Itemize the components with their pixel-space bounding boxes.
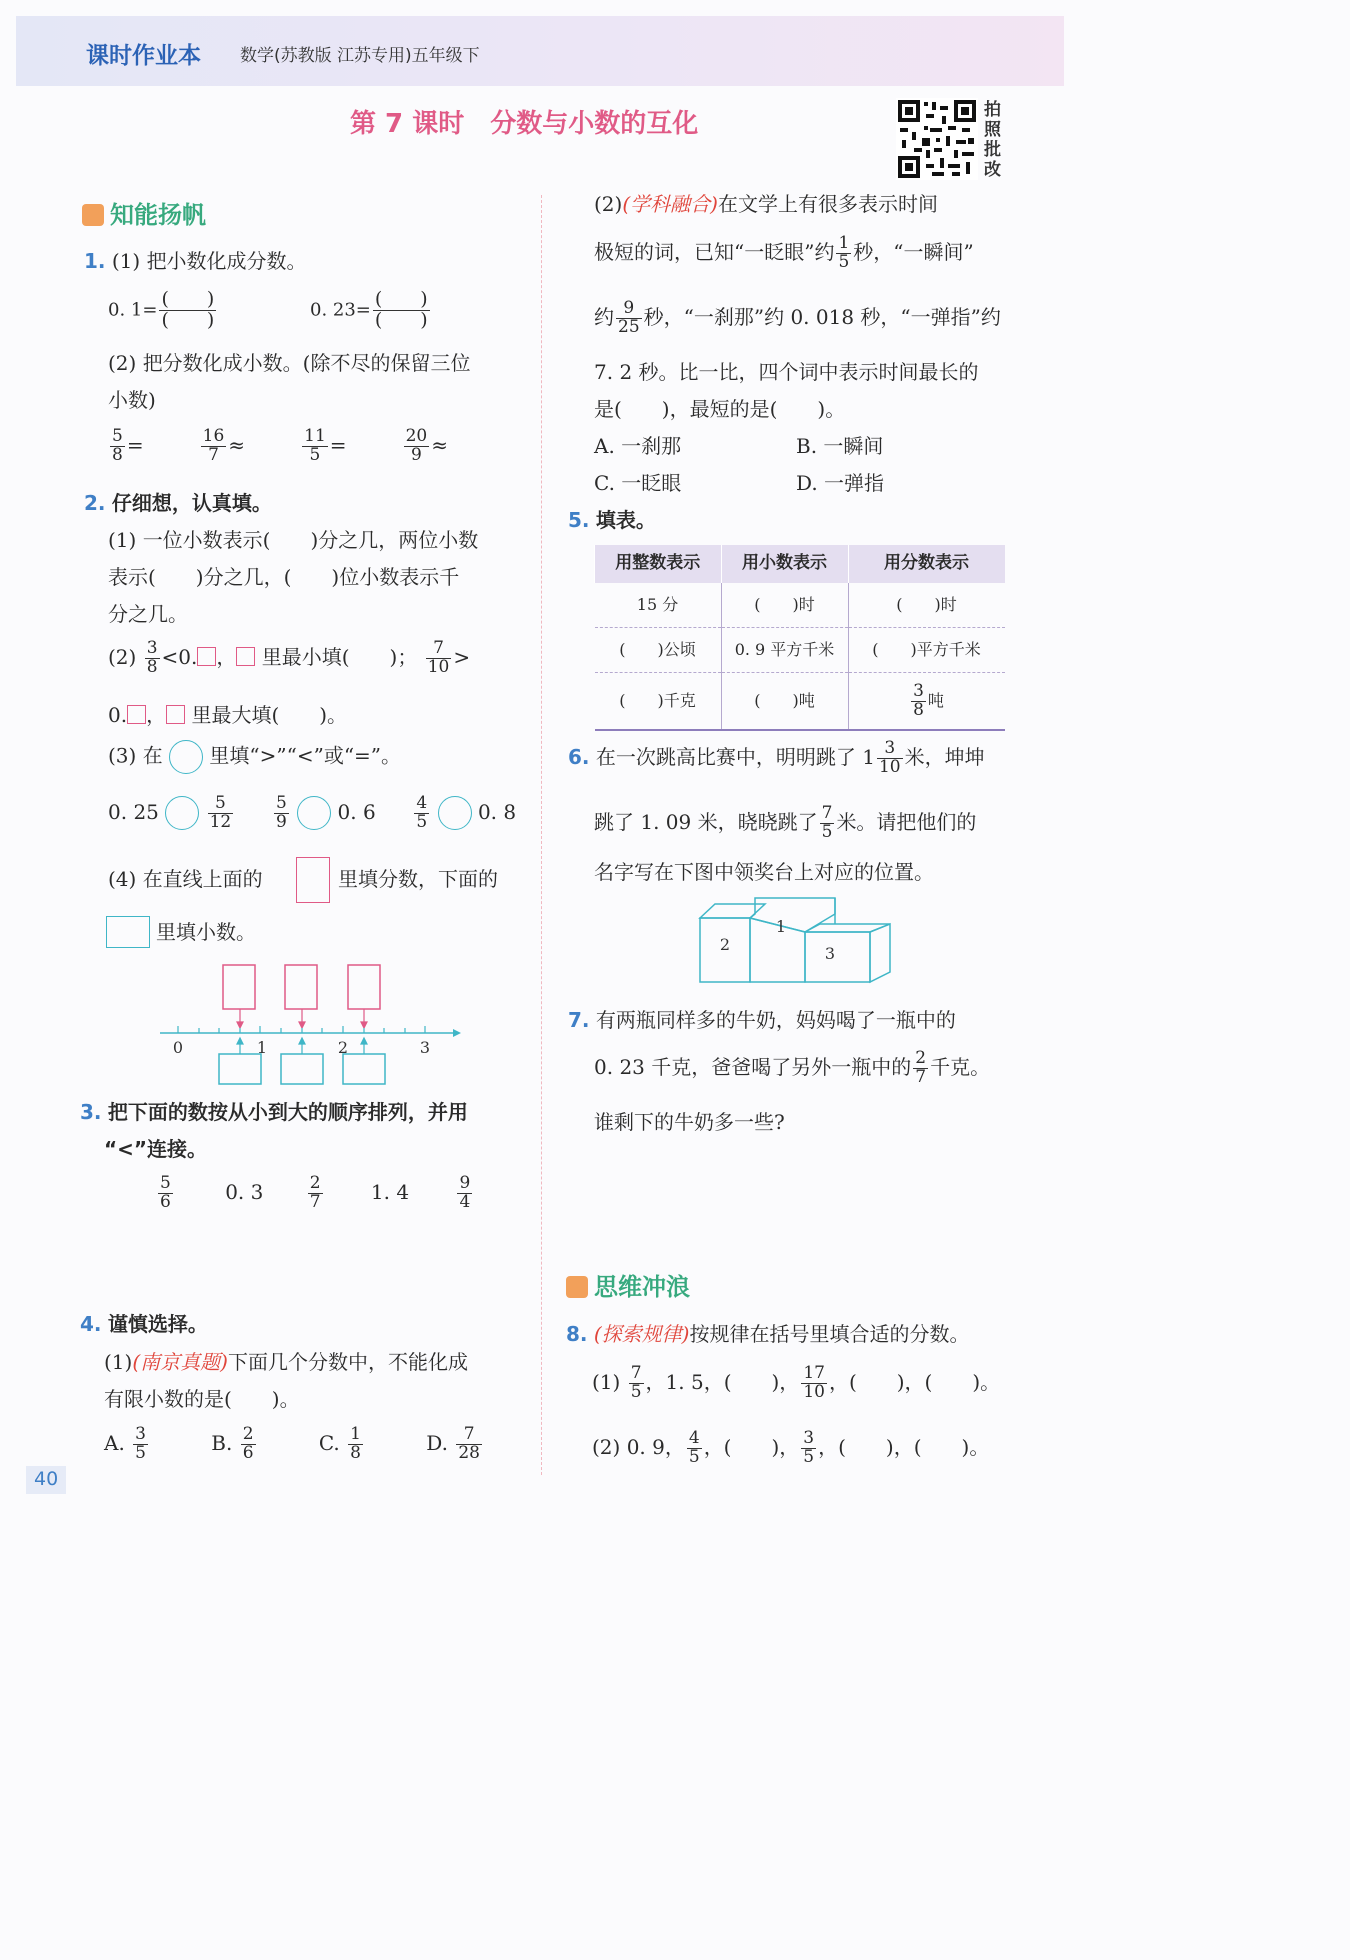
q4-p1-line2: 有限小数的是( )。	[104, 1387, 300, 1411]
q4-p2-line4: 7. 2 秒。比一比，四个词中表示时间最长的	[594, 360, 979, 384]
q2-p1-line2: 表示( )分之几，( )位小数表示千	[108, 565, 460, 589]
number-line	[155, 960, 465, 1090]
q5-title	[568, 508, 656, 533]
q4-p2-line1	[594, 192, 938, 217]
section-title-1	[82, 200, 206, 230]
table-header: 用分数表示	[848, 545, 1005, 583]
subject-label: 数学(苏教版 江苏专用)五年级下	[240, 46, 480, 66]
option-b[interactable]: B. 一瞬间	[796, 434, 884, 458]
fill-box[interactable]	[197, 647, 216, 666]
q7-number: 7.	[568, 1008, 590, 1032]
fraction-box-sample	[296, 857, 330, 903]
q8-number: 8.	[566, 1322, 588, 1346]
q2-p4-line2: 里填小数。	[156, 920, 256, 944]
source-tag: (探索规律)	[593, 1322, 690, 1346]
q1-part1-text: (1) 把小数化成分数。	[111, 249, 307, 273]
q1-fraction-item	[402, 428, 448, 465]
compare-value: 0. 25	[108, 799, 159, 824]
podium-diagram	[695, 896, 895, 986]
q7-text: 有两瓶同样多的牛奶，妈妈喝了一瓶中的	[595, 1008, 956, 1032]
lesson-title: 第 7 课时 分数与小数的互化	[350, 109, 699, 139]
compare-circle[interactable]	[169, 740, 203, 774]
fraction-denominator: 5	[309, 444, 321, 465]
option-b[interactable]: B. $\frac{2}{6}$	[211, 1424, 254, 1463]
table-cell[interactable]: ( )时	[721, 583, 848, 628]
q8-title-text: 按规律在括号里填合适的分数。	[689, 1322, 970, 1346]
qr-label: 拍照批改	[984, 100, 1001, 180]
q4-p2-line2: 极短的词，已知“一眨眼”约 $\frac{1}{5}$ 秒，“一瞬间”	[594, 233, 974, 272]
answer-blank[interactable]: ( )	[374, 308, 428, 331]
q7-line3: 谁剩下的牛奶多一些?	[594, 1110, 785, 1134]
q2-p1-line1: (1) 一位小数表示( )分之几，两位小数	[108, 528, 479, 552]
q6-line2: 跳了 1. 09 米，晓晓跳了 $\frac{7}{5}$ 米。请把他们的	[594, 803, 977, 842]
q4-options	[104, 1426, 484, 1463]
q2-p2-line1: (2) $\frac{3}{8}$ <0. ， 里最小填( )； $\frac{7}{10}$ >	[108, 638, 471, 677]
q8-title	[566, 1322, 969, 1347]
q3-line1	[80, 1100, 468, 1125]
decimal-box-sample	[106, 916, 150, 948]
q6-text: 米。请把他们的	[836, 809, 977, 834]
q4-text: 下面几个分数中，不能化成	[227, 1350, 468, 1374]
q2-number: 2.	[84, 491, 106, 515]
podium-label: 3	[824, 944, 836, 963]
operator: =	[329, 432, 347, 457]
q4-p2-text: 极短的词，已知“一眨眼”约	[594, 239, 835, 264]
q2-p3-compare-row: 0. 25 $\frac{5}{12}$ $\frac{5}{9}$ 0. 6 $\frac{4}{5}$ 0. 8	[108, 793, 517, 832]
fill-box[interactable]	[166, 705, 185, 724]
option-letter: D.	[426, 1430, 448, 1455]
q2-p4-line1-b: 里填分数，下面的	[338, 867, 498, 891]
table-cell[interactable]: ( )时	[848, 583, 1005, 628]
q4-p2-line3: 约 $\frac{9}{25}$ 秒，“一刹那”约 0. 018 秒，“一弹指”约	[594, 298, 1001, 337]
q8-text: ，( )，( )。	[828, 1369, 1001, 1394]
q2-p3-line1	[108, 740, 401, 774]
q2-p2-label: (2)	[108, 644, 137, 669]
q4-p2-line5: 是( )，最短的是( )。	[594, 397, 846, 421]
q2-p2-text: 里最大填( )。	[191, 703, 348, 727]
q2-p2-text: <0.	[161, 644, 198, 669]
podium-label: 2	[719, 935, 731, 954]
table-cell[interactable]: ( )平方千米	[848, 628, 1005, 673]
q8-row2: (2) 0. 9， $\frac{4}{5}$ ，( )， $\frac{3}{5}$ ，( )，( )。	[592, 1428, 990, 1467]
table-cell[interactable]: 0. 9 平方千米	[721, 628, 848, 673]
fraction-numerator: 16	[202, 426, 225, 446]
q7-text: 0. 23 千克，爸爸喝了另外一瓶中的	[594, 1054, 912, 1079]
page-number: 40	[26, 1466, 66, 1494]
fraction-numerator: 20	[405, 426, 428, 446]
option-d[interactable]: D. 一弹指	[796, 471, 885, 495]
q4-number: 4.	[80, 1312, 102, 1336]
q2-title-text: 仔细想，认真填。	[111, 491, 272, 515]
q8-text: ，( )，	[703, 1434, 800, 1459]
q1-decimal-b-label: 0. 23=	[310, 299, 371, 321]
q4-p2-label: (2)	[594, 192, 623, 216]
q7-text: 千克。	[930, 1054, 991, 1079]
option-c[interactable]: C. 一眨眼	[594, 471, 682, 495]
fraction-denominator: 9	[411, 444, 422, 465]
q4-p2-text: 约	[594, 304, 614, 329]
q6-number: 6.	[568, 744, 590, 769]
table-row	[595, 628, 1005, 673]
q6-text: 米，坤坤	[904, 744, 985, 769]
q2-p3-text: 里填“>”“<”或“=”。	[209, 743, 402, 768]
tick-label: 3	[419, 1038, 431, 1057]
compare-circle[interactable]	[165, 796, 199, 830]
q6-line1: 6. 在一次跳高比赛中，明明跳了 1 $\frac{3}{10}$ 米，坤坤	[568, 738, 985, 777]
q4-p2-text: 秒，“一刹那”约 0. 018 秒，“一弹指”约	[643, 304, 1001, 329]
operator: =	[126, 432, 144, 457]
q4-p1-line1: (1)(南京真题)下面几个分数中，不能化成	[104, 1350, 468, 1374]
option-letter: B.	[211, 1430, 233, 1455]
compare-circle[interactable]	[297, 796, 331, 830]
q5-number: 5.	[568, 508, 590, 532]
q1-decimal-b	[310, 290, 432, 331]
q2-title	[84, 491, 272, 516]
table-cell[interactable]: ( )千克	[595, 673, 722, 731]
option-letter: C.	[318, 1430, 340, 1455]
fill-box[interactable]	[236, 647, 255, 666]
option-letter: A.	[104, 1430, 125, 1455]
q6-text: 跳了 1. 09 米，晓晓跳了	[594, 809, 818, 834]
q1-fraction-item	[199, 428, 245, 465]
q2-p2-text: ，	[146, 703, 167, 727]
table-header: 用小数表示	[721, 545, 848, 583]
wave-icon	[566, 1276, 588, 1298]
q5-title-text: 填表。	[595, 508, 656, 532]
q1-decimal-a-label: 0. 1=	[108, 299, 158, 321]
q1-part2-line1: (2) 把分数化成小数。(除不尽的保留三位	[108, 351, 471, 375]
q1-part2-line2: 小数)	[108, 388, 156, 412]
q2-p3-text: (3) 在	[108, 743, 163, 768]
q8-text: ，( )，( )。	[818, 1434, 990, 1459]
table-header: 用整数表示	[595, 545, 722, 583]
q8-row1: (1) $\frac{7}{5}$ ，1. 5，( )， $\frac{17}{10}$ ，( )，( )。	[592, 1363, 1001, 1402]
fraction-denominator: 8	[112, 444, 123, 465]
q4-title-text: 谨慎选择。	[107, 1312, 208, 1336]
compare-value: 0. 8	[477, 799, 517, 824]
q3-value: 0. 3	[225, 1179, 264, 1204]
q3-line2: “<”连接。	[104, 1137, 208, 1161]
table-cell: $\frac{3}{8}$ 吨	[848, 673, 1005, 731]
q2-p2-text: 0.	[108, 703, 128, 727]
q8-label: (2) 0. 9，	[592, 1434, 685, 1459]
fill-box[interactable]	[127, 705, 146, 724]
section-title-2-text: 思维冲浪	[594, 1273, 690, 1301]
podium-label: 1	[775, 917, 787, 936]
q1-part1	[84, 249, 307, 274]
operator: ≈	[228, 432, 246, 457]
table-cell[interactable]: ( )公顷	[595, 628, 722, 673]
q8-text: ，1. 5，( )，	[645, 1369, 800, 1394]
q8-label: (1)	[592, 1369, 621, 1394]
compare-value: 0. 6	[337, 799, 376, 824]
qr-code-icon[interactable]	[896, 98, 978, 180]
compare-circle[interactable]	[438, 796, 472, 830]
q2-p1-line3: 分之几。	[108, 602, 188, 626]
answer-blank[interactable]: ( )	[161, 288, 215, 310]
unit-label: 吨	[927, 690, 944, 710]
q3-text: 把下面的数按从小到大的顺序排列，并用	[107, 1100, 468, 1124]
fraction-numerator: 5	[112, 426, 123, 446]
brand-title: 课时作业本	[86, 43, 201, 69]
table-row	[595, 583, 1005, 628]
q1-fraction-item	[300, 428, 346, 465]
q7-line1	[568, 1008, 956, 1033]
q1-number: 1.	[84, 249, 106, 273]
q4-p2-text: 在文学上有很多表示时间	[717, 192, 938, 216]
q5-table	[594, 545, 1005, 731]
column-divider	[541, 195, 542, 1475]
q6-text: 在一次跳高比赛中，明明跳了 1	[595, 744, 875, 769]
q6-line3: 名字写在下图中领奖台上对应的位置。	[594, 860, 934, 884]
operator: ≈	[431, 432, 448, 457]
answer-blank[interactable]: ( )	[161, 308, 215, 331]
q2-p2-line2	[108, 703, 347, 728]
q7-line2: 0. 23 千克，爸爸喝了另外一瓶中的 $\frac{2}{7}$ 千克。	[594, 1048, 991, 1087]
tick-label: 2	[337, 1038, 349, 1057]
option-d[interactable]: D. $\frac{7}{28}$	[426, 1424, 480, 1463]
q3-value: 1. 4	[370, 1179, 410, 1204]
answer-blank[interactable]: ( )	[374, 288, 428, 310]
tick-label: 0	[172, 1038, 184, 1057]
q2-p2-text: 里最小填( )；	[261, 644, 418, 669]
source-tag: (南京真题)	[132, 1350, 228, 1374]
q2-p2-text: >	[453, 644, 471, 669]
section-title-2	[566, 1272, 690, 1302]
q3-number: 3.	[80, 1100, 102, 1124]
option-c[interactable]: C. $\frac{1}{8}$	[318, 1424, 361, 1463]
section-title-1-text: 知能扬帆	[110, 201, 206, 229]
table-cell[interactable]: ( )吨	[721, 673, 848, 731]
tick-label: 1	[256, 1038, 268, 1057]
table-cell[interactable]: 15 分	[595, 583, 722, 628]
fraction-denominator: 7	[208, 444, 219, 465]
option-a[interactable]: A. 一刹那	[594, 434, 682, 458]
q4-p2-text: 秒，“一瞬间”	[853, 239, 974, 264]
q1-fraction-item	[108, 428, 144, 465]
q3-number-row: $\frac{5}{6}$ 0. 3 $\frac{2}{7}$ 1. 4 $\frac{9}{4}$	[160, 1173, 471, 1212]
q2-p4-line1-a: (4) 在直线上面的	[108, 867, 263, 891]
q4-title	[80, 1312, 208, 1337]
q2-p2-text: ，	[216, 644, 237, 669]
q1-fraction-row	[108, 428, 528, 465]
source-tag: (学科融合)	[622, 192, 718, 216]
sail-icon	[82, 204, 104, 226]
option-a[interactable]: A. $\frac{3}{5}$	[104, 1424, 146, 1463]
q1-decimal-a	[108, 290, 218, 331]
table-row	[595, 673, 1005, 731]
fraction-numerator: 11	[304, 426, 326, 446]
